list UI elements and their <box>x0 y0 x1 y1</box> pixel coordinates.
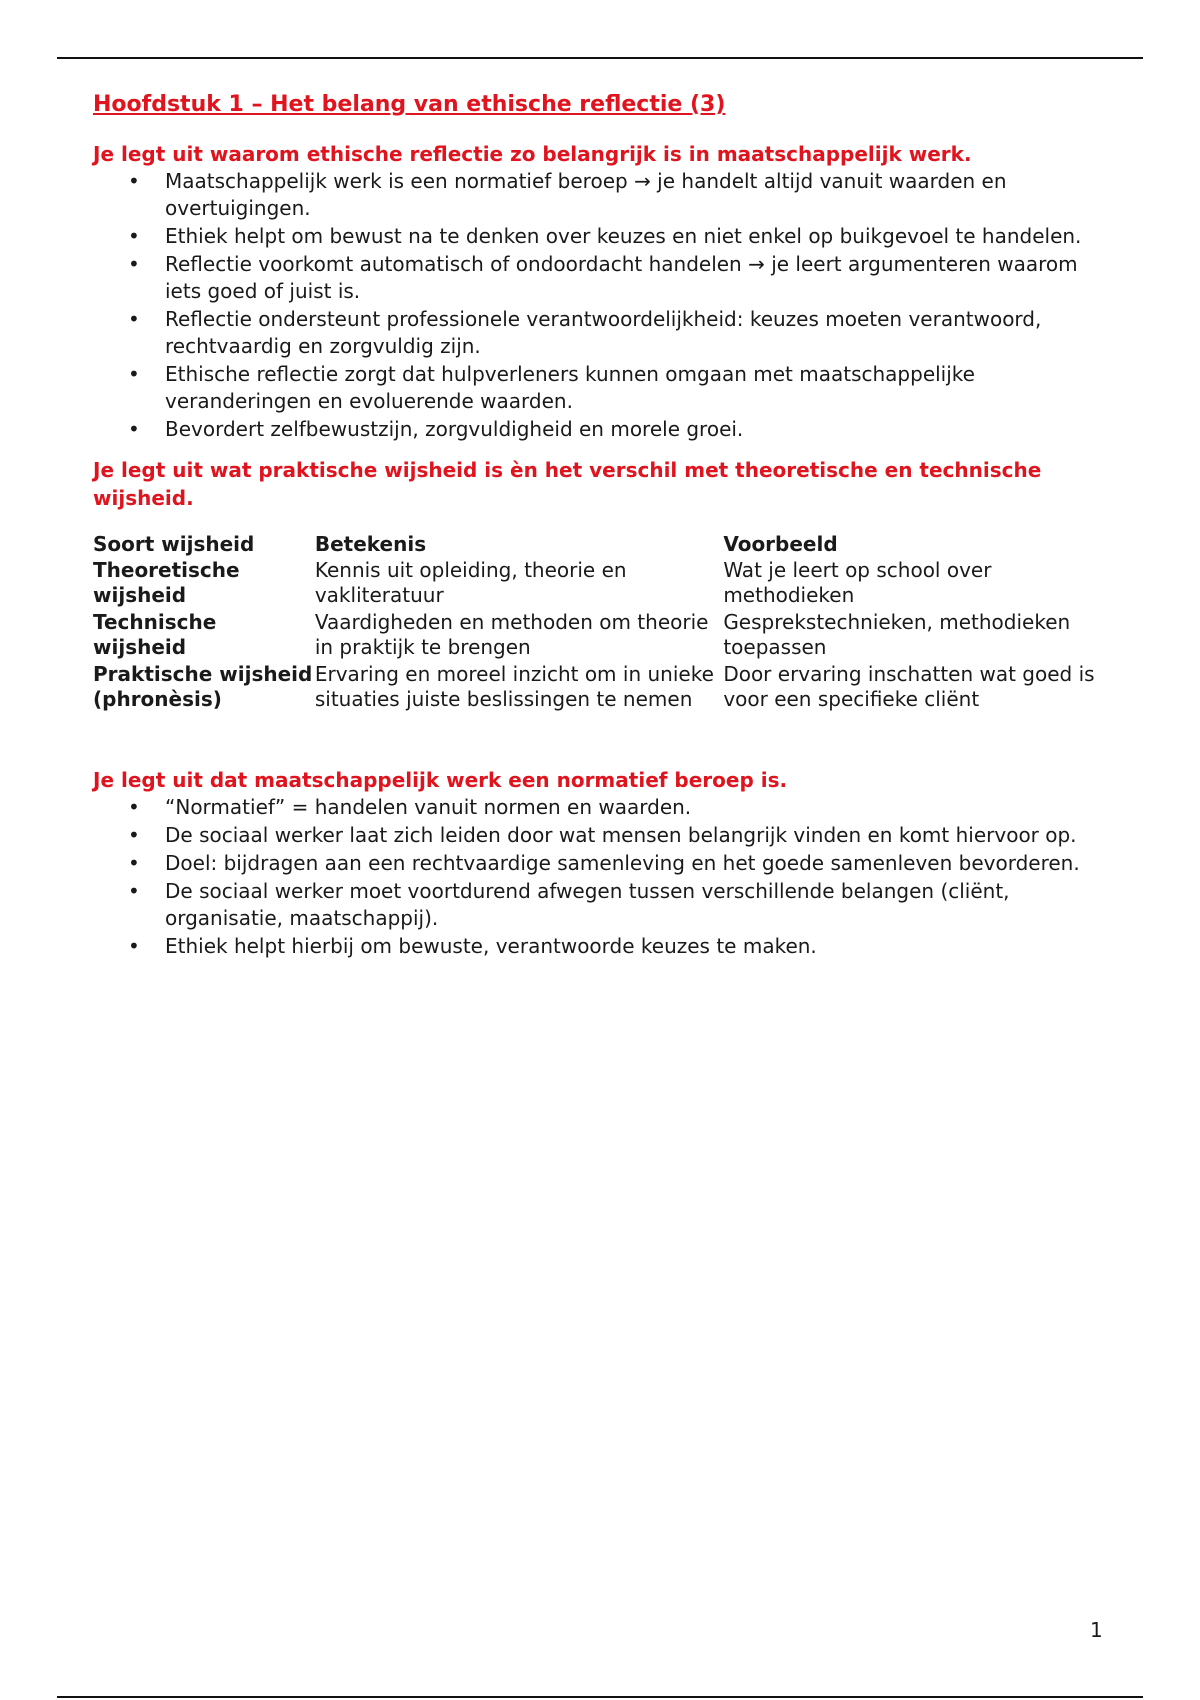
normative-bullet-list <box>93 794 1103 960</box>
table-row <box>93 558 1103 610</box>
table-row <box>93 662 1103 714</box>
section-heading-wisdom: Je legt uit wat praktische wijsheid is èn het verschil met theoretische en technische wijsheid. <box>93 458 1042 510</box>
table-cell: Wat je leert op school over methodieken <box>723 558 992 607</box>
list-item: • Reflectie ondersteunt professionele verantwoordelijkheid: keuzes moeten verantwoord, rechtvaardig en zorgvuldig zijn. <box>128 307 1042 358</box>
table-cell: Technische wijsheid <box>93 610 217 659</box>
list-item: • Ethische reflectie zorgt dat hulpverleners kunnen omgaan met maatschappelijke veranderingen en evoluerende waarden. <box>128 362 975 413</box>
table-cell: Door ervaring inschatten wat goed is voor een specifieke cliënt <box>723 662 1095 711</box>
footer-rule <box>57 1696 1143 1698</box>
list-item: • De sociaal werker laat zich leiden door wat mensen belangrijk vinden en komt hiervoor op. <box>128 823 1077 847</box>
reflection-bullet-list <box>93 168 1103 443</box>
chapter-title: Hoofdstuk 1 – Het belang van ethische reflectie (3) <box>93 92 726 117</box>
table-header-cell: Soort wijsheid <box>93 531 255 556</box>
table-header-row <box>93 530 1103 558</box>
bullet-icon: • <box>128 934 140 958</box>
bullet-icon: • <box>128 169 140 193</box>
bullet-icon: • <box>128 879 140 903</box>
table-cell: Praktische wijsheid (phronèsis) <box>93 662 313 711</box>
bullet-icon: • <box>128 823 140 847</box>
bullet-icon: • <box>128 362 140 386</box>
wisdom-table <box>93 530 1103 714</box>
bullet-icon: • <box>128 252 140 276</box>
list-item: • De sociaal werker moet voortdurend afwegen tussen verschillende belangen (cliënt, organisatie, maatschappij). <box>128 879 1010 930</box>
table-header-cell: Betekenis <box>314 531 427 556</box>
document-body <box>93 88 1103 961</box>
bullet-icon: • <box>128 851 140 875</box>
table-header-cell: Voorbeeld <box>723 531 838 556</box>
section-heading-reflection: Je legt uit waarom ethische reflectie zo belangrijk is in maatschappelijk werk. <box>93 142 972 166</box>
list-item: • “Normatief” = handelen vanuit normen en waarden. <box>128 795 692 819</box>
bullet-icon: • <box>128 224 140 248</box>
list-item: • Reflectie voorkomt automatisch of ondoordacht handelen → je leert argumenteren waarom iets goed of juist is. <box>128 252 1078 303</box>
table-cell: Ervaring en moreel inzicht om in unieke situaties juiste beslissingen te nemen <box>314 662 714 711</box>
list-item: • Doel: bijdragen aan een rechtvaardige samenleving en het goede samenleven bevorderen. <box>128 851 1080 875</box>
list-item: • Ethiek helpt hierbij om bewuste, verantwoorde keuzes te maken. <box>128 934 817 958</box>
page-number: 1 <box>1090 1618 1103 1642</box>
bullet-icon: • <box>128 417 140 441</box>
table-cell: Kennis uit opleiding, theorie en vakliteratuur <box>314 558 627 607</box>
list-item: • Maatschappelijk werk is een normatief beroep → je handelt altijd vanuit waarden en overtuigingen. <box>128 169 1007 220</box>
list-item: • Ethiek helpt om bewust na te denken over keuzes en niet enkel op buikgevoel te handelen. <box>128 224 1082 248</box>
section-heading-normative: Je legt uit dat maatschappelijk werk een normatief beroep is. <box>93 768 788 792</box>
table-cell: Vaardigheden en methoden om theorie in praktijk te brengen <box>314 610 709 659</box>
table-row <box>93 610 1103 662</box>
table-cell: Theoretische wijsheid <box>93 558 240 607</box>
table-cell: Gesprekstechnieken, methodieken toepassen <box>723 610 1071 659</box>
header-rule <box>57 57 1143 59</box>
bullet-icon: • <box>128 307 140 331</box>
bullet-icon: • <box>128 795 140 819</box>
list-item: • Bevordert zelfbewustzijn, zorgvuldigheid en morele groei. <box>128 417 744 441</box>
